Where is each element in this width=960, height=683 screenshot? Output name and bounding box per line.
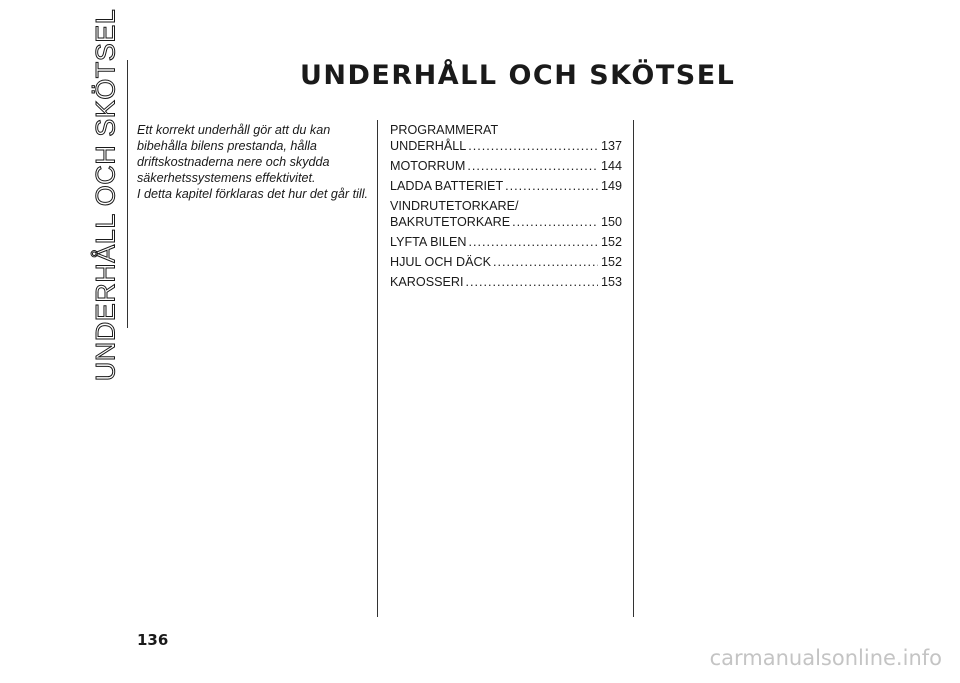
toc-item-line1: PROGRAMMERAT [390,123,499,137]
toc-leader-dots [468,138,598,154]
toc-item-page: 152 [600,255,622,269]
side-chapter-title-text: UNDERHÅLL OCH SKÖTSEL [90,8,121,382]
toc-item-lyfta-bilen[interactable] [390,234,622,250]
page-number: 136 [137,631,169,649]
toc-item-page: 149 [600,179,622,193]
toc-item-karosseri[interactable] [390,274,622,290]
toc-leader-dots [512,214,598,230]
toc-item-label: KAROSSERI [390,275,464,289]
toc-leader-dots [493,254,598,270]
toc-leader-dots [505,178,598,194]
side-chapter-title [86,8,126,382]
toc-item-label: LYFTA BILEN [390,235,467,249]
toc-item-page: 150 [600,215,622,229]
toc-item-page: 152 [600,235,622,249]
toc-leader-dots [467,158,598,174]
toc-item-ladda-batteriet[interactable] [390,178,622,194]
column-divider-left [377,120,378,617]
toc-item-vindrutetorkare[interactable] [390,198,622,230]
watermark: carmanualsonline.info [709,646,942,670]
table-of-contents [390,122,622,294]
intro-paragraph-1: Ett korrekt underhåll gör att du kan bibehålla bilens prestanda, hålla driftskostnaderna nere och skydda säkerhetssystemens effektivitet. [137,123,331,185]
toc-leader-dots [469,234,598,250]
toc-item-label: HJUL OCH DÄCK [390,255,491,269]
column-divider-right [633,120,634,617]
toc-item-page: 137 [600,139,622,153]
side-divider [127,60,128,328]
toc-item-motorrum[interactable] [390,158,622,174]
toc-leader-dots [465,274,598,290]
toc-item-hjul-och-dack[interactable] [390,254,622,270]
toc-item-page: 144 [600,159,622,173]
toc-item-label: BAKRUTETORKARE [390,215,511,229]
toc-item-label: LADDA BATTERIET [390,179,504,193]
page-title: UNDERHÅLL OCH SKÖTSEL [300,60,736,91]
toc-item-label: UNDERHÅLL [390,139,467,153]
toc-item-programmerat-underhall[interactable] [390,122,622,154]
toc-item-label: MOTORRUM [390,159,466,173]
intro-text [137,122,369,202]
toc-item-line1: VINDRUTETORKARE/ [390,199,519,213]
toc-item-page: 153 [600,275,622,289]
intro-paragraph-2: I detta kapitel förklaras det hur det går till. [137,187,369,201]
